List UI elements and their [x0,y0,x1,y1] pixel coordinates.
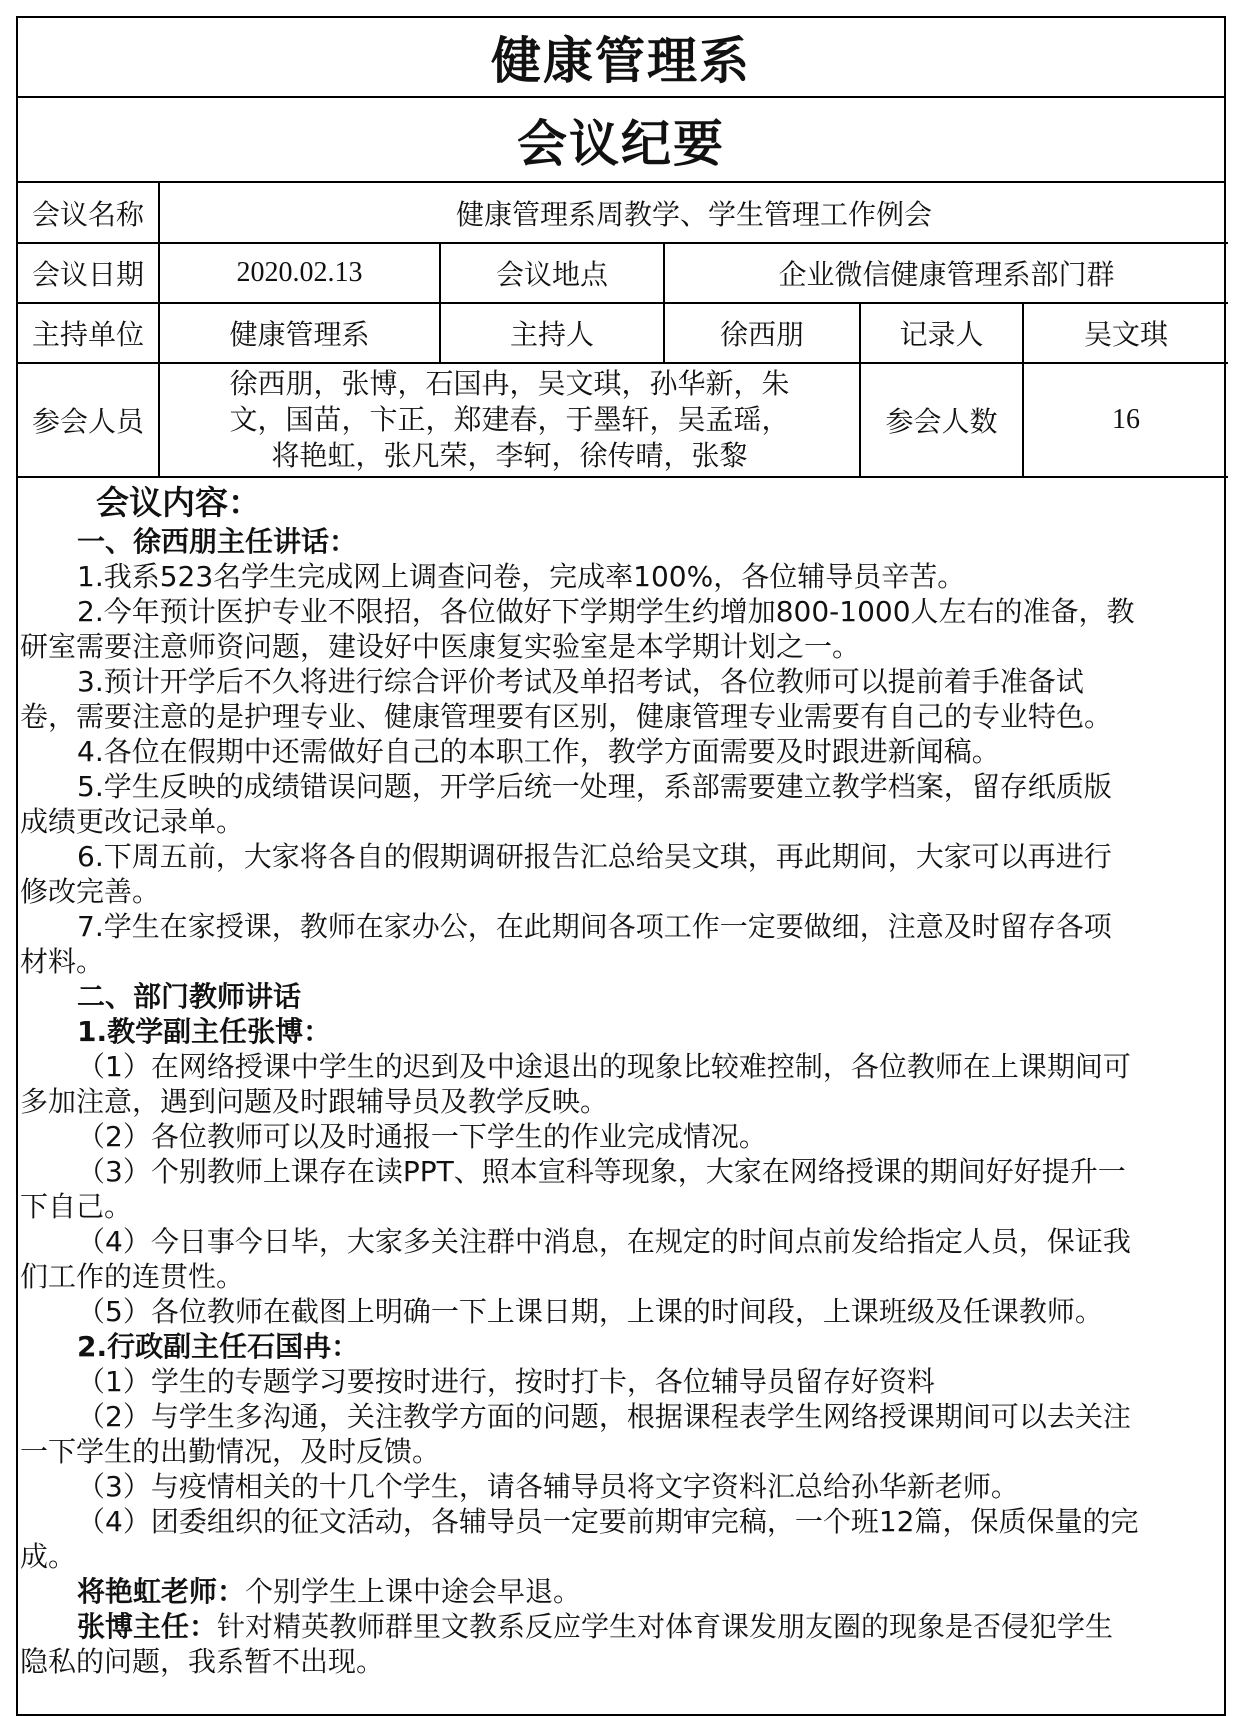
content-line: 们工作的连贯性。 [20,1260,245,1293]
content-line: （2）与学生多沟通，关注教学方面的问题，根据课程表学生网络授课期间可以去关注 [77,1400,1131,1433]
content-line: 下自己。 [20,1190,133,1223]
host-unit-label: 主持单位 [18,303,159,363]
content-line: 多加注意，遇到问题及时跟辅导员及教学反映。 [20,1085,609,1118]
meeting-location-value: 企业微信健康管理系部门群 [664,243,1228,303]
content-line: 1.我系523名学生完成网上调查问卷，完成率100%，各位辅导员辛苦。 [77,560,966,593]
document-subtitle: 会议纪要 [18,98,1224,183]
speaker-paragraph [20,1609,1222,1644]
speaker-name: 张博主任： [77,1610,218,1643]
row-meeting-date [18,243,1228,303]
attendees-line: 徐西朋，张博，石国冉，吴文琪，孙华新，朱 [229,367,790,400]
content-line: 3.预计开学后不久将进行综合评价考试及单招考试，各位教师可以提前着手准备试 [77,665,1084,698]
attendees-list [159,363,860,477]
content-line: （1）在网络授课中学生的迟到及中途退出的现象比较难控制，各位教师在上课期间可 [77,1050,1131,1083]
attendees-label: 参会人员 [18,363,159,477]
content-line: 7.学生在家授课，教师在家办公，在此期间各项工作一定要做细，注意及时留存各项 [77,910,1112,943]
content-line: 2.今年预计医护专业不限招，各位做好下学期学生约增加800-1000人左右的准备，教 [77,595,1135,628]
row-meeting-name [18,183,1228,243]
meeting-name-label: 会议名称 [18,183,159,243]
host-unit-value: 健康管理系 [159,303,440,363]
host-label: 主持人 [440,303,664,363]
meeting-info-table [18,183,1228,478]
content-line: 一下学生的出勤情况，及时反馈。 [20,1435,441,1468]
recorder-value: 吴文琪 [1023,303,1228,363]
meeting-minutes-document [16,16,1226,1716]
content-line: （3）与疫情相关的十几个学生，请各辅导员将文字资料汇总给孙华新老师。 [77,1470,1019,1503]
content-line: （3）个别教师上课存在读PPT、照本宣科等现象，大家在网络授课的期间好好提升一 [77,1155,1126,1188]
content-line: 6.下周五前，大家将各自的假期调研报告汇总给吴文琪，再此期间，大家可以再进行 [77,840,1112,873]
content-line: 隐私的问题，我系暂不出现。 [20,1645,385,1678]
speaker-text: 针对精英教师群里文教系反应学生对体育课发朋友圈的现象是否侵犯学生 [217,1610,1114,1643]
content-line: （4）团委组织的征文活动，各辅导员一定要前期审完稿，一个班12篇，保质保量的完 [77,1505,1139,1538]
section-title: 2.行政副主任石国冉： [77,1330,360,1363]
meeting-name-value: 健康管理系周教学、学生管理工作例会 [159,183,1228,243]
content-line: 4.各位在假期中还需做好自己的本职工作，教学方面需要及时跟进新闻稿。 [77,735,1000,768]
content-line: 成。 [20,1540,77,1573]
content-line: 成绩更改记录单。 [20,805,245,838]
document-title: 健康管理系 [18,18,1224,98]
content-line: 研室需要注意师资问题，建设好中医康复实验室是本学期计划之一。 [20,630,861,663]
speaker-paragraph [20,1574,1222,1609]
content-line: 修改完善。 [20,875,161,908]
content-line: （5）各位教师在截图上明确一下上课日期，上课的时间段，上课班级及任课教师。 [77,1295,1103,1328]
content-line: 材料。 [20,945,105,978]
meeting-date-value: 2020.02.13 [159,243,440,303]
attendee-count-label: 参会人数 [860,363,1023,477]
content-line: （1）学生的专题学习要按时进行，按时打卡，各位辅导员留存好资料 [77,1365,935,1398]
meeting-location-label: 会议地点 [440,243,664,303]
content-heading: 会议内容： [96,483,261,522]
meeting-content [18,478,1224,1679]
row-attendees [18,363,1228,477]
content-line: （4）今日事今日毕，大家多关注群中消息，在规定的时间点前发给指定人员，保证我 [77,1225,1131,1258]
content-lines [20,559,1222,1574]
section-title: 二、部门教师讲话 [77,980,302,1013]
content-line: 5.学生反映的成绩错误问题，开学后统一处理，系部需要建立教学档案，留存纸质版 [77,770,1112,803]
meeting-date-label: 会议日期 [18,243,159,303]
attendees-line: 将艳虹，张凡荣，李轲，徐传晴，张黎 [271,439,748,472]
content-line: （2）各位教师可以及时通报一下学生的作业完成情况。 [77,1120,767,1153]
attendee-count-value: 16 [1023,363,1228,477]
attendees-line: 文，国苗，卞正，郑建春，于墨轩，吴孟瑶， [229,403,790,436]
row-host [18,303,1228,363]
section-title: 一、徐西朋主任讲话： [77,525,358,558]
content-line: 卷，需要注意的是护理专业、健康管理要有区别，健康管理专业需要有自己的专业特色。 [20,700,1113,733]
speaker-name: 将艳虹老师： [77,1575,246,1608]
host-value: 徐西朋 [664,303,860,363]
section-title: 1.教学副主任张博： [77,1015,332,1048]
recorder-label: 记录人 [860,303,1023,363]
speaker-text: 个别学生上课中途会早退。 [245,1575,582,1608]
